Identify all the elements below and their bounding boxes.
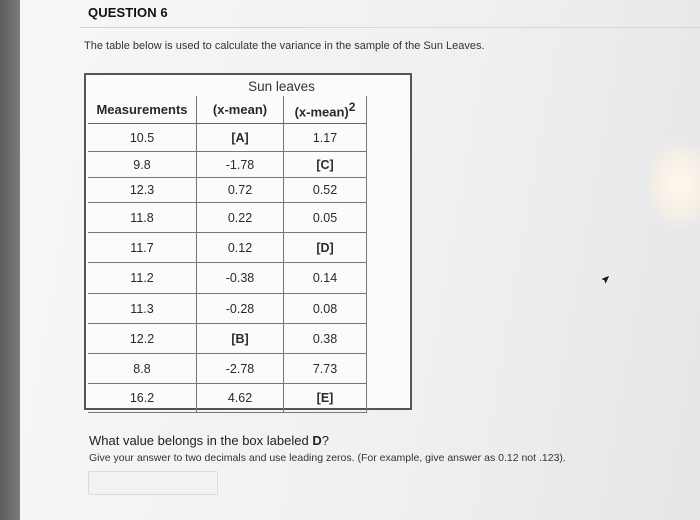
cell-deviation: 0.72 — [197, 178, 284, 203]
cell-measurement: 12.2 — [88, 324, 197, 354]
table-row — [88, 324, 367, 354]
table-row — [88, 203, 367, 233]
table-row — [88, 354, 367, 384]
superscript-exponent: 2 — [348, 99, 356, 114]
table-group-header-row — [88, 77, 367, 96]
answer-input[interactable] — [88, 471, 218, 495]
table-row — [88, 233, 367, 263]
cell-squared-deviation: [E] — [284, 384, 367, 413]
cell-squared-deviation: 0.52 — [284, 178, 367, 203]
cell-deviation: [B] — [197, 324, 284, 354]
cell-squared-deviation: 0.14 — [284, 263, 367, 294]
question-prompt: What value belongs in the box labeled D? — [89, 433, 329, 448]
variance-table — [88, 77, 367, 413]
cell-measurement: 12.3 — [88, 178, 197, 203]
cell-deviation: -2.78 — [197, 354, 284, 384]
cell-measurement: 8.8 — [88, 354, 197, 384]
table-header-row — [88, 96, 367, 124]
cell-measurement: 11.8 — [88, 203, 197, 233]
cell-deviation: [A] — [197, 124, 284, 152]
question-title: QUESTION 6 — [88, 5, 168, 20]
cell-deviation: -1.78 — [197, 152, 284, 178]
cell-squared-deviation: [C] — [284, 152, 367, 178]
cell-squared-deviation: 0.05 — [284, 203, 367, 233]
cell-deviation: -0.38 — [197, 263, 284, 294]
cell-deviation: 0.22 — [197, 203, 284, 233]
mouse-pointer-icon — [599, 274, 611, 288]
answer-hint: Give your answer to two decimals and use leading zeros. (For example, give answer as 0.12 not .123). — [89, 452, 566, 464]
cell-deviation: 0.12 — [197, 233, 284, 263]
cell-squared-deviation: 0.38 — [284, 324, 367, 354]
table-row — [88, 263, 367, 294]
cell-squared-deviation: 0.08 — [284, 294, 367, 324]
table-row — [88, 178, 367, 203]
cell-measurement: 16.2 — [88, 384, 197, 413]
table-row — [88, 124, 367, 152]
header-measurements: Measurements — [88, 96, 197, 124]
window-left-edge — [0, 0, 20, 520]
cell-squared-deviation: 7.73 — [284, 354, 367, 384]
header-squared-deviation: (x-mean)$^2$ — [284, 96, 367, 124]
cell-squared-deviation: [D] — [284, 233, 367, 263]
table-row — [88, 152, 367, 178]
title-divider — [80, 27, 700, 28]
cell-measurement: 11.2 — [88, 263, 197, 294]
cell-measurement: 11.7 — [88, 233, 197, 263]
cell-measurement: 11.3 — [88, 294, 197, 324]
table-row — [88, 294, 367, 324]
group-header-sun-leaves: Sun leaves — [248, 79, 315, 94]
box-label: D — [312, 433, 322, 448]
cell-measurement: 9.8 — [88, 152, 197, 178]
cell-deviation: 4.62 — [197, 384, 284, 413]
table-row — [88, 384, 367, 413]
cell-squared-deviation: 1.17 — [284, 124, 367, 152]
cell-deviation: -0.28 — [197, 294, 284, 324]
header-deviation: (x-mean) — [197, 96, 284, 124]
cell-measurement: 10.5 — [88, 124, 197, 152]
question-intro: The table below is used to calculate the variance in the sample of the Sun Leaves. — [84, 40, 485, 52]
